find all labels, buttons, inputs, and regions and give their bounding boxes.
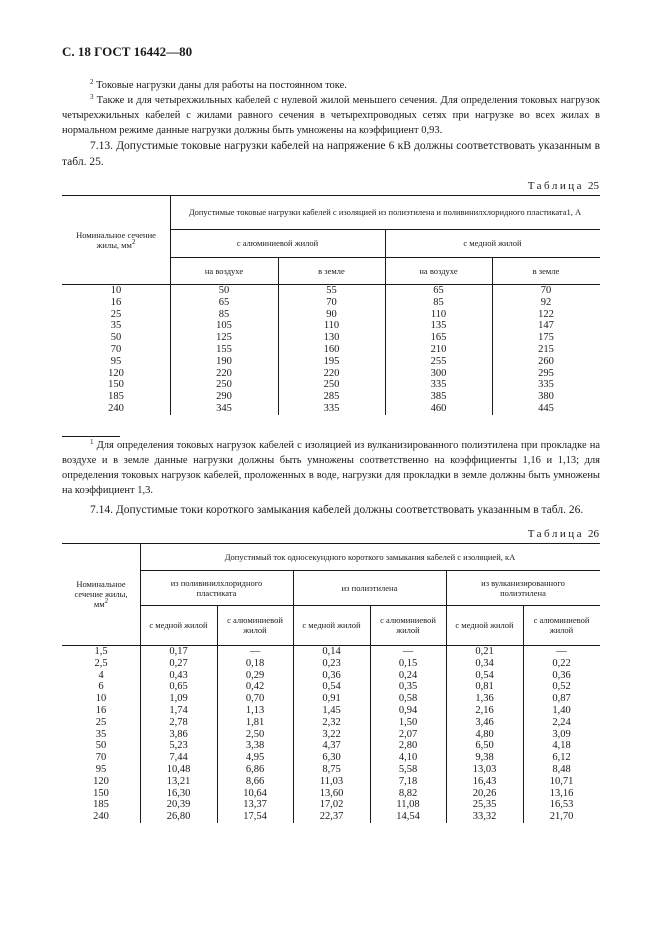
t26-sub-vpe: из вулканизированного полиэтилена [481,577,565,598]
t25-cell: 16 [110,296,122,308]
t26-cell: 11,08 [396,799,420,811]
t25-cell: 250 [323,379,340,391]
t26-cell: 4,18 [552,740,571,752]
t26-cell: 0,42 [245,681,265,693]
t25-cell: 255 [430,355,447,367]
t26-cell: 0,23 [322,657,341,669]
t26-cell: 95 [95,764,107,775]
t25-cell: 50 [110,332,122,344]
t25-group-header: Допустимые токовые нагрузки кабелей с изоляцией из полиэтилена и поливинилхлоридного пластиката1, А [188,207,582,217]
t26-cell: 1,40 [552,705,571,716]
t25-cell: 290 [216,391,232,403]
t26-cell: 8,66 [245,775,265,787]
t26-cell: 6,12 [552,752,571,764]
t26-cell: 3,09 [552,728,571,740]
t26-cell: 2,78 [169,716,188,728]
t26-corner-header: Номинальное сечение жилы, $мм^2$ [74,579,128,609]
t26-cell: 0,22 [552,657,571,669]
t26-cell: 5,23 [169,740,188,752]
t25-cell: 130 [323,332,340,344]
t25-cell: 220 [216,367,232,379]
t26-cell: 16 [95,705,107,716]
t26-cell: 25 [95,716,107,728]
t25-sub-aluminium: с алюминиевой жилой [236,238,319,248]
t25-cell: 120 [108,367,124,379]
t26-cell: — [402,646,414,657]
page-header: С. 18 ГОСТ 16442—80 [62,44,193,59]
t25-cell: 380 [538,391,554,403]
t25-cell: 125 [216,332,232,344]
t26-cell: 10,48 [166,764,191,775]
t26-cell: 5,58 [398,764,418,775]
t26-cell: 2,07 [398,728,418,740]
t25-cell: 215 [538,344,554,355]
t26-cell: 14,54 [396,811,420,823]
t26-cell: 0,54 [322,681,341,693]
t26-cell: 9,38 [475,752,494,764]
t26-cell: 4,80 [475,728,494,740]
t26-cell: 0,18 [245,657,265,669]
t25-col-al-air: на воздухе [204,265,244,276]
t26-cell: 1,45 [322,705,341,716]
t26-cell: 13,21 [166,775,191,787]
t25-cell: 25 [110,308,122,320]
t26-cell: 13,60 [319,787,344,799]
t26-cell: 0,94 [398,705,418,716]
t26-cell: 0,35 [398,681,418,693]
t26-cell: 0,36 [322,669,341,681]
t26-cell: 0,24 [398,669,418,681]
t25-corner-header: Номинальное сечение жилы, $мм^2$ [76,229,156,250]
t26-col-pvc-al: с алюминиевой жилой [227,615,283,635]
t26-cell: 2,5 [94,657,108,669]
t26-col-pe-cu: с медной жилой [302,620,361,630]
t25-cell: 195 [323,355,340,367]
t26-cell: 0,17 [169,646,188,657]
t25-cell: 260 [538,355,554,367]
t25-cell: 85 [218,308,230,320]
t26-cell: 4,37 [322,740,341,752]
t26-col-pvc-cu: с медной жилой [149,620,208,630]
t25-cell: 70 [110,344,122,355]
t25-cell: 335 [430,379,447,391]
t26-cell: 1,13 [245,705,265,716]
t26-cell: 2,24 [552,716,571,728]
t25-cell: 55 [326,285,337,296]
t25-cell: 250 [216,379,232,391]
table-25-caption: Таблица 25 [527,180,599,192]
t26-cell: 7,18 [398,775,418,787]
t26-cell: 8,82 [398,787,418,799]
t26-cell: 2,80 [398,740,418,752]
t26-cell: 22,37 [319,811,344,823]
t25-cell: 110 [323,320,340,332]
t26-cell: 4 [98,669,104,681]
t26-cell: 1,09 [169,693,188,705]
t26-col-vpe-cu: с медной жилой [455,620,514,630]
t26-cell: 21,70 [549,811,574,823]
t25-cell: 160 [323,344,340,355]
t26-cell: 6 [98,681,104,693]
t26-cell: 2,32 [322,716,341,728]
t26-cell: 10,64 [243,787,267,799]
t25-cell: 155 [216,344,232,355]
t26-cell: 1,50 [398,716,418,728]
t25-cell: 240 [108,403,124,414]
t26-cell: 4,95 [245,752,265,764]
t26-col-pe-al: с алюминиевой жилой [380,615,436,635]
t26-cell: 16,53 [549,799,574,811]
t26-cell: 17,02 [319,799,344,811]
t25-cell: 285 [323,391,340,403]
t26-cell: 150 [93,787,109,799]
t25-cell: 295 [538,367,554,379]
t25-cell: 335 [538,379,554,391]
t26-cell: 2,50 [245,728,265,740]
t26-cell: 3,22 [322,728,341,740]
t26-cell: 26,80 [166,811,191,823]
t26-cell: 0,27 [169,657,188,669]
t25-cell: 85 [433,296,444,308]
t26-cell: 16,43 [472,775,497,787]
t26-cell: 0,36 [552,669,571,681]
footnote-rule [62,436,120,437]
footnote-1: $^1$ Для определения токовых нагрузок кабелей с изоляцией из вулканизированного полиэтилена при прокладке на воздухе и в земле данные нагрузки должны быть умножены соответственно на коэффициенты 1,16 и 1,13; для определения токовых нагрузок кабелей, проложенных в воде, нагрузки для прокладки в земле должны быть умножены на коэффициент 1,3. [62,438,600,496]
t26-cell: 120 [93,775,109,787]
t26-cell: 13,03 [472,764,497,775]
t25-cell: 190 [216,355,232,367]
t25-cell: 385 [430,391,447,403]
t26-cell: 0,21 [475,646,494,657]
t26-cell: 0,34 [475,657,494,669]
t26-cell: 35 [95,728,107,740]
t26-cell: 13,37 [243,799,267,811]
t25-cell: 185 [108,391,124,403]
t26-cell: 4,10 [398,752,418,764]
t25-cell: 70 [326,296,337,308]
t26-cell: 20,39 [166,799,191,811]
t25-cell: 165 [430,332,447,344]
t25-cell: 105 [216,320,232,332]
t25-cell: 147 [538,320,554,332]
t26-cell: 2,16 [475,705,494,716]
t25-cell: 345 [216,403,232,414]
t25-col-cu-ground: в земле [532,265,560,276]
table-26-caption: Таблица 26 [527,528,599,540]
t26-cell: 16,30 [166,787,191,799]
t26-group-header: Допустимый ток односекундного короткого замыкания кабелей с изоляцией, кА [224,551,516,562]
t26-cell: 8,48 [552,764,571,775]
t26-cell: 8,75 [322,764,341,775]
t26-cell: 6,86 [245,764,265,775]
t26-cell: 240 [93,811,109,823]
t26-cell: — [556,646,567,657]
t26-cell: 7,44 [169,752,188,764]
note-2: $^2$ Токовые нагрузки даны для работы на постоянном токе. [90,78,347,91]
t26-cell: 1,74 [169,705,188,716]
t26-sub-pvc: из поливинилхлоридного пластиката [170,577,263,598]
t25-cell: 460 [430,403,447,414]
t26-cell: 0,91 [322,693,341,705]
t26-cell: 3,46 [475,716,494,728]
t26-cell: — [249,646,261,657]
t26-cell: 0,14 [322,646,341,657]
t26-cell: 0,70 [245,693,265,705]
t25-cell: 300 [430,367,447,379]
t26-cell: 185 [93,799,109,811]
t26-cell: 0,43 [169,669,188,681]
t25-cell: 65 [218,296,230,308]
t26-cell: 3,38 [245,740,265,752]
t25-cell: 10 [110,285,122,296]
t26-cell: 33,32 [472,811,497,823]
t25-cell: 445 [538,403,554,414]
t26-cell: 13,16 [549,787,574,799]
t26-cell: 50 [95,740,107,752]
t25-cell: 110 [430,308,447,320]
t26-cell: 1,5 [94,646,108,657]
t26-cell: 0,87 [552,693,571,705]
paragraph-7-14: 7.14. Допустимые токи короткого замыкания кабелей должны соответствовать указанным в табл. 26. [90,504,584,516]
t25-cell: 122 [538,308,554,320]
t26-cell: 0,54 [475,669,494,681]
t25-cell: 50 [218,285,230,296]
t26-cell: 6,30 [322,752,341,764]
t26-cell: 1,81 [245,716,265,728]
t25-col-cu-air: на воздухе [419,265,458,276]
t25-cell: 175 [538,332,554,344]
note-3: $^3$ Также и для четырехжильных кабелей с нулевой жилой меньшего сечения. Для определения токовых нагрузок четырехжильных кабелей с жилами равного сечения в четырехпроводных сетях при нагрузке во всех жилах в нормальном режиме данные нагрузки должны быть умножены на коэффициент 0,93. [62,93,600,136]
t26-cell: 10 [95,693,107,705]
t25-cell: 95 [110,355,122,367]
t26-cell: 17,54 [243,811,267,823]
t26-cell: 11,03 [319,775,344,787]
t25-cell: 92 [540,296,552,308]
t26-cell: 3,86 [169,728,188,740]
t26-cell: 25,35 [472,799,497,811]
t26-cell: 0,15 [398,657,418,669]
t26-cell: 20,26 [472,787,497,799]
t25-cell: 135 [430,320,447,332]
t25-col-al-ground: в земле [318,265,345,276]
t25-cell: 220 [323,367,340,379]
t25-cell: 70 [540,285,552,296]
t26-cell: 1,36 [475,693,494,705]
t26-cell: 10,71 [549,775,574,787]
t26-cell: 0,29 [245,669,265,681]
t26-cell: 6,50 [475,740,494,752]
t26-sub-pe: из полиэтилена [341,582,398,593]
t26-cell: 0,65 [169,681,188,693]
t25-sub-copper: с медной жилой [463,238,522,248]
t25-cell: 90 [326,308,337,320]
paragraph-7-13: 7.13. Допустимые токовые нагрузки кабелей на напряжение 6 кВ должны соответствовать указанным в табл. 25. [62,140,600,168]
t26-cell: 0,52 [552,681,571,693]
t26-cell: 0,58 [398,693,418,705]
t26-cell: 0,81 [475,681,494,693]
t25-cell: 65 [433,285,444,296]
t25-cell: 335 [323,403,340,414]
t25-cell: 35 [110,320,122,332]
t26-cell: 70 [95,752,107,764]
t25-cell: 210 [430,344,447,355]
t25-cell: 150 [108,379,124,391]
t26-col-vpe-al: с алюминиевой жилой [533,615,590,635]
